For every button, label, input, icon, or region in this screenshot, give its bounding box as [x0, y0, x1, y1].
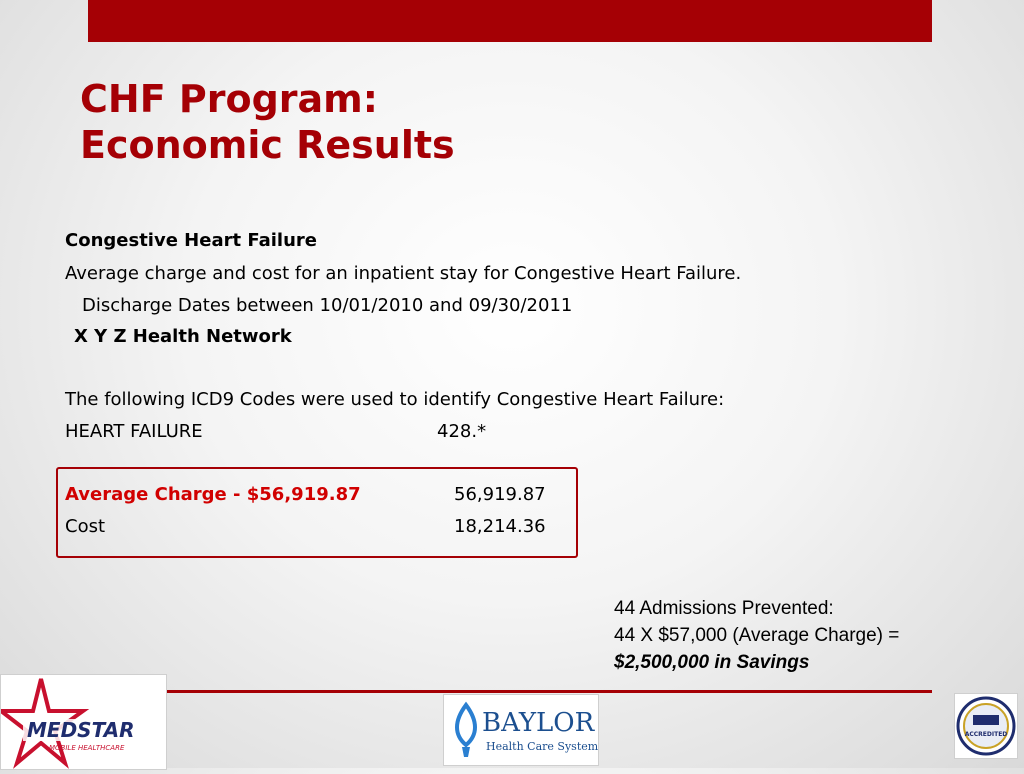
accredited-label: ACCREDITED [964, 731, 1008, 738]
icd9-code-value: 428.* [437, 421, 487, 442]
network-name: X Y Z Health Network [74, 326, 292, 347]
top-accent-bar [88, 0, 932, 42]
medstar-logo [0, 674, 167, 770]
discharge-dates-line: Discharge Dates between 10/01/2010 and 09/30/2011 [82, 295, 573, 316]
average-charge-value: 56,919.87 [454, 484, 546, 505]
savings-total: $2,500,000 in Savings [614, 652, 810, 673]
cost-value: 18,214.36 [454, 516, 546, 537]
slide-title-line-2: Economic Results [80, 123, 455, 167]
slide-title [80, 76, 455, 168]
slide-title-line-1: CHF Program: [80, 77, 378, 121]
ambulance-icon [973, 715, 999, 725]
admissions-prevented-line: 44 Admissions Prevented: [614, 598, 834, 619]
medstar-wordmark: MEDSTAR [27, 718, 135, 742]
accreditation-seal [954, 693, 1018, 759]
footer-divider [166, 690, 932, 693]
description-line: Average charge and cost for an inpatient stay for Congestive Heart Failure. [65, 263, 742, 284]
medstar-tagline: MOBILE HEALTHCARE [49, 744, 125, 752]
summary-box [56, 467, 578, 558]
baylor-wordmark: BAYLOR [482, 708, 595, 738]
average-charge-label: Average Charge - $56,919.87 [65, 484, 361, 505]
calculation-line: 44 X $57,000 (Average Charge) = [614, 625, 900, 646]
section-heading: Congestive Heart Failure [65, 230, 317, 251]
baylor-subtitle: Health Care System [486, 740, 598, 753]
icd9-intro-line: The following ICD9 Codes were used to identify Congestive Heart Failure: [65, 389, 725, 410]
baylor-flame-icon [457, 705, 475, 745]
cost-label: Cost [65, 516, 106, 537]
medstar-star-icon [1, 675, 166, 769]
icd9-code-label: HEART FAILURE [65, 421, 203, 442]
baylor-logo [443, 694, 599, 766]
